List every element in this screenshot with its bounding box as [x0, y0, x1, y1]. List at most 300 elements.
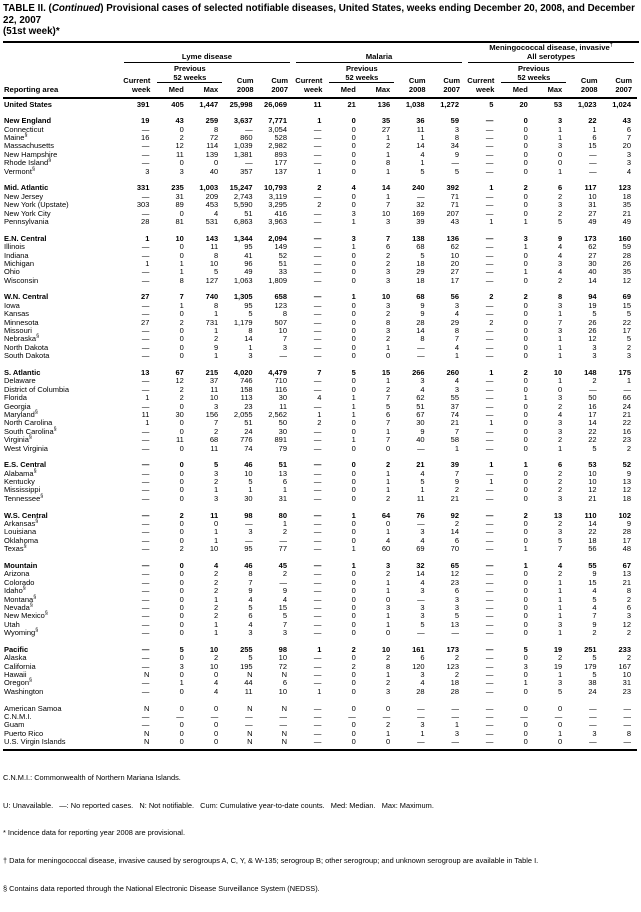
data-cell: 0 — [523, 594, 528, 604]
data-cell: 102 — [618, 510, 631, 520]
data-cell: 1,003 — [199, 183, 219, 193]
data-cell: 2 — [454, 485, 459, 495]
data-cell: 7 — [214, 418, 219, 428]
data-cell: — — [417, 519, 425, 529]
data-cell: 5 — [626, 309, 631, 319]
row-area-label: Guam — [4, 720, 25, 730]
data-cell: — — [485, 384, 494, 394]
data-cell: — — [141, 242, 150, 252]
data-cell: 1 — [420, 485, 425, 495]
data-cell: — — [313, 334, 322, 344]
table-body — [3, 101, 637, 747]
data-cell: 1 — [558, 309, 563, 319]
data-cell: 2 — [386, 678, 391, 688]
data-cell: 25,998 — [229, 99, 253, 109]
data-cell: 5 — [592, 653, 597, 663]
med-header: Med — [168, 85, 184, 94]
data-cell: 2 — [558, 468, 563, 478]
data-cell: 0 — [386, 737, 391, 747]
data-cell: 0 — [179, 586, 184, 596]
row-area-label: Tennessee§ — [4, 493, 44, 503]
data-cell: 3 — [386, 560, 391, 570]
data-cell: 5 — [592, 309, 597, 319]
data-cell: 0 — [351, 426, 356, 436]
data-cell: 195 — [240, 661, 253, 671]
data-cell: 9 — [626, 519, 631, 529]
data-cell: 3 — [454, 602, 459, 612]
data-cell: 136 — [446, 233, 459, 243]
data-cell: 0 — [179, 401, 184, 411]
data-cell: 0 — [351, 351, 356, 361]
previous-52-weeks-header — [501, 63, 566, 83]
data-cell: 21 — [622, 208, 631, 218]
data-cell: 2 — [523, 368, 528, 377]
data-cell: 2 — [386, 460, 391, 470]
data-cell: — — [382, 712, 391, 722]
data-cell: 3 — [386, 686, 391, 696]
data-cell: 2 — [214, 602, 219, 612]
data-cell: 2 — [179, 384, 184, 394]
data-cell: 43 — [175, 116, 184, 126]
data-cell: 10 — [278, 686, 287, 696]
data-cell: 21 — [588, 493, 597, 503]
data-cell: 3,637 — [233, 116, 253, 126]
data-cell: 0 — [523, 309, 528, 319]
data-cell: — — [141, 594, 150, 604]
data-cell: 27 — [381, 124, 391, 134]
data-cell: 45 — [278, 560, 287, 570]
data-cell: — — [451, 158, 459, 168]
data-cell: 62 — [416, 393, 425, 403]
data-cell: — — [245, 712, 253, 722]
footnote-line: * Incidence data for reporting year 2008 are provisional. — [3, 828, 186, 838]
data-cell: 10 — [209, 644, 219, 654]
data-cell: 0 — [523, 342, 528, 352]
data-cell: 12 — [588, 485, 597, 495]
data-cell: 0 — [523, 670, 528, 680]
data-cell: 1 — [592, 124, 597, 134]
data-cell: 0 — [351, 309, 356, 319]
data-cell: 3 — [558, 493, 563, 503]
data-cell: 3 — [626, 158, 631, 168]
data-cell: 1 — [145, 233, 150, 243]
data-cell: 16 — [622, 426, 631, 436]
data-cell: 1 — [558, 670, 563, 680]
data-cell: 14 — [416, 569, 425, 579]
data-cell: 13 — [553, 510, 563, 520]
data-cell: 16 — [588, 401, 597, 411]
data-cell: 0 — [523, 686, 528, 696]
data-cell: 2,562 — [268, 409, 287, 419]
data-cell: 235 — [171, 183, 184, 193]
data-cell: 11 — [416, 493, 425, 503]
data-cell: 2 — [214, 611, 219, 621]
data-cell: 81 — [175, 216, 184, 226]
header-line: week — [304, 84, 323, 94]
data-cell: — — [485, 544, 494, 554]
data-cell: 18 — [416, 275, 425, 285]
data-cell: 4 — [454, 342, 459, 352]
data-cell: 5 — [592, 670, 597, 680]
data-cell: — — [485, 191, 494, 201]
data-cell: 3 — [386, 602, 391, 612]
header-line: Cum — [580, 76, 598, 86]
row-area-label: Hawaii — [4, 670, 27, 680]
data-cell: 30 — [588, 258, 597, 268]
data-cell: — — [313, 149, 322, 159]
data-cell: 0 — [351, 158, 356, 168]
med-header: Med — [512, 85, 528, 94]
data-cell: 59 — [622, 242, 631, 252]
data-cell: 0 — [179, 569, 184, 579]
data-cell: — — [485, 670, 494, 680]
data-cell: 2 — [489, 292, 494, 302]
data-cell: 5 — [592, 443, 597, 453]
data-cell: — — [141, 560, 150, 570]
data-cell: — — [313, 737, 322, 747]
data-cell: 0 — [179, 611, 184, 621]
data-cell: 0 — [351, 267, 356, 277]
header-line: week — [132, 84, 151, 94]
data-cell: 2 — [214, 426, 219, 436]
data-cell: — — [417, 443, 425, 453]
data-cell: 2 — [558, 519, 563, 529]
data-cell: — — [485, 602, 494, 612]
data-cell: 1 — [454, 443, 459, 453]
footnote-marker: § — [28, 434, 32, 441]
data-cell: 17 — [622, 535, 631, 545]
data-cell: 215 — [205, 368, 219, 377]
data-cell: 3 — [558, 200, 563, 210]
data-cell: — — [485, 124, 494, 134]
data-cell: 8 — [248, 326, 253, 336]
previous-52-weeks-header — [157, 63, 222, 83]
row-area-label: Massachusetts — [4, 141, 55, 151]
data-cell: 2 — [282, 527, 287, 537]
data-cell: 143 — [205, 233, 219, 243]
data-cell: 14 — [416, 326, 425, 336]
data-cell: — — [451, 628, 459, 638]
data-cell: 26,069 — [264, 99, 287, 109]
data-cell: 7 — [317, 368, 322, 377]
data-cell: 40 — [588, 267, 597, 277]
data-cell: 0 — [351, 493, 356, 503]
data-cell: 3 — [454, 384, 459, 394]
data-cell: — — [485, 535, 494, 545]
data-cell: 4 — [558, 267, 563, 277]
data-cell: — — [485, 300, 494, 310]
data-cell: — — [313, 300, 322, 310]
data-cell: — — [313, 141, 322, 151]
data-cell: 11 — [416, 124, 425, 134]
data-cell: 32 — [416, 200, 425, 210]
data-cell: — — [485, 686, 494, 696]
data-cell: 50 — [278, 418, 287, 428]
data-cell: 21 — [416, 460, 425, 470]
data-cell: — — [313, 309, 322, 319]
row-area-label: Pacific — [4, 644, 29, 654]
data-cell: 18 — [622, 191, 631, 201]
block-gap — [3, 638, 637, 641]
max-header: Max — [203, 85, 219, 94]
data-cell: 2 — [179, 317, 184, 327]
data-cell: 5 — [558, 535, 563, 545]
data-cell: — — [485, 233, 494, 243]
data-cell: — — [313, 510, 322, 520]
data-cell: 7 — [558, 317, 563, 327]
row-area-label: E.S. Central — [4, 460, 47, 470]
group-title: Lyme disease — [181, 51, 233, 61]
data-cell: 1 — [214, 628, 219, 638]
row-area-label: Virginia§ — [4, 434, 32, 445]
data-cell: 0 — [179, 703, 184, 713]
data-cell: — — [417, 594, 425, 604]
data-cell: 1 — [282, 485, 287, 495]
data-cell: 7,771 — [268, 116, 287, 126]
data-cell: 49 — [622, 216, 631, 226]
data-cell: 0 — [523, 443, 528, 453]
data-cell: 7 — [386, 435, 391, 445]
row-area-label: Nebraska§ — [4, 333, 40, 344]
data-cell: — — [141, 250, 150, 260]
footnote-line: § Contains data reported through the National Electronic Disease Surveillance System (NEDSS). — [3, 884, 320, 894]
data-cell: 240 — [412, 183, 425, 193]
data-cell: 0 — [351, 527, 356, 537]
data-cell: 1 — [386, 191, 391, 201]
data-cell: — — [451, 737, 459, 747]
data-cell: 74 — [450, 409, 459, 419]
data-cell: — — [313, 208, 322, 218]
data-cell: 0 — [351, 628, 356, 638]
data-cell: 3 — [523, 661, 528, 671]
data-cell: 19 — [553, 644, 563, 654]
data-cell: 30 — [175, 409, 184, 419]
data-cell: 28 — [622, 527, 631, 537]
data-cell: — — [485, 577, 494, 587]
data-cell: 10 — [209, 661, 219, 671]
data-cell: — — [313, 720, 322, 730]
data-cell: 58 — [450, 435, 459, 445]
data-cell: 2 — [179, 510, 184, 520]
cum-2007-header — [259, 63, 293, 96]
data-cell: 17 — [588, 409, 597, 419]
data-cell: 2 — [626, 443, 631, 453]
data-cell: 9 — [282, 586, 287, 596]
data-cell: 0 — [351, 611, 356, 621]
data-cell: 1 — [523, 544, 528, 554]
data-cell: — — [485, 334, 494, 344]
data-cell: 9 — [420, 309, 425, 319]
row-area-label: South Dakota — [4, 351, 50, 361]
data-cell: 1 — [558, 133, 563, 143]
data-cell: — — [589, 720, 597, 730]
data-cell: 1 — [248, 485, 253, 495]
data-cell: — — [623, 703, 631, 713]
data-cell: — — [485, 116, 494, 126]
data-cell: 31 — [588, 200, 597, 210]
data-cell: 416 — [274, 208, 287, 218]
data-cell: 3 — [558, 258, 563, 268]
data-cell: 51 — [416, 401, 425, 411]
data-cell: 21 — [347, 99, 356, 109]
data-cell: — — [589, 703, 597, 713]
data-cell: — — [141, 191, 150, 201]
data-cell: 1,344 — [233, 233, 253, 243]
data-cell: 7 — [248, 577, 253, 587]
data-cell: 1 — [386, 670, 391, 680]
footnote-marker: § — [36, 333, 40, 340]
data-cell: 1 — [351, 544, 356, 554]
data-cell: 0 — [523, 468, 528, 478]
data-cell: 2 — [317, 200, 322, 210]
data-cell: 5 — [420, 477, 425, 487]
data-cell: 0 — [351, 703, 356, 713]
data-cell: 2 — [351, 644, 356, 654]
data-cell: — — [485, 309, 494, 319]
data-cell: 2 — [214, 477, 219, 487]
data-cell: 5 — [282, 611, 287, 621]
header-line: Current — [123, 76, 151, 86]
row-area-label: Idaho§ — [4, 585, 26, 596]
data-cell: — — [485, 158, 494, 168]
row-area-label: New England — [4, 116, 52, 126]
data-cell: 10 — [278, 653, 287, 663]
data-cell: 0 — [179, 720, 184, 730]
data-cell: 0 — [558, 720, 563, 730]
data-cell: 5 — [420, 166, 425, 176]
data-cell: 357 — [240, 166, 253, 176]
data-cell: 26 — [588, 317, 597, 327]
data-cell: 38 — [588, 678, 597, 688]
data-cell: 5 — [489, 99, 494, 109]
data-cell: 95 — [244, 544, 253, 554]
data-cell: 20 — [622, 141, 631, 151]
data-cell: 5 — [523, 644, 528, 654]
footnote-marker: § — [48, 157, 52, 164]
data-cell: 2,982 — [268, 141, 287, 151]
data-cell: 1 — [558, 334, 563, 344]
data-cell: 0 — [523, 435, 528, 445]
data-cell: — — [141, 653, 150, 663]
data-cell: 95 — [244, 242, 253, 252]
data-cell: 1 — [558, 602, 563, 612]
data-cell: 0 — [558, 737, 563, 747]
data-cell: 53 — [588, 460, 597, 470]
data-cell: 0 — [179, 326, 184, 336]
block-gap — [3, 503, 637, 506]
data-cell: 11 — [176, 149, 184, 159]
data-cell: 4 — [420, 149, 425, 159]
data-cell: 233 — [618, 644, 631, 654]
data-cell: — — [313, 326, 322, 336]
data-cell: — — [313, 703, 322, 713]
data-cell: — — [313, 233, 322, 243]
data-cell: 1 — [351, 560, 356, 570]
data-cell: — — [313, 351, 322, 361]
data-cell: 33 — [278, 267, 287, 277]
data-cell: 3 — [351, 233, 356, 243]
data-cell: 2 — [558, 191, 563, 201]
data-cell: — — [485, 141, 494, 151]
data-cell: 1 — [523, 242, 528, 252]
data-cell: 0 — [351, 619, 356, 629]
data-cell: 11 — [176, 435, 184, 445]
group-header-lyme-disease — [124, 44, 290, 63]
data-cell: 0 — [179, 619, 184, 629]
data-cell: — — [313, 594, 322, 604]
data-cell: 3,963 — [268, 216, 287, 226]
data-cell: 34 — [450, 141, 459, 151]
data-cell: — — [245, 535, 253, 545]
data-cell: — — [485, 326, 494, 336]
data-cell: 0 — [351, 317, 356, 327]
data-cell: 139 — [205, 149, 219, 159]
data-cell: 4 — [214, 678, 219, 688]
footnote-marker: § — [44, 610, 48, 617]
data-cell: — — [313, 678, 322, 688]
data-cell: 11 — [210, 242, 219, 252]
row-area-label: Arkansas§ — [4, 518, 39, 529]
data-cell: — — [485, 393, 494, 403]
data-cell: — — [623, 737, 631, 747]
data-cell: 0 — [523, 275, 528, 285]
data-cell: 23 — [622, 435, 631, 445]
data-cell: 67 — [175, 368, 184, 377]
row-area-label: Maine§ — [4, 132, 28, 143]
data-cell: — — [485, 376, 494, 386]
data-cell: 0 — [351, 670, 356, 680]
previous-52-weeks-header — [329, 63, 394, 83]
header-line: Previous — [173, 64, 206, 74]
data-cell: 1 — [351, 409, 356, 419]
row-area-label: West Virginia — [4, 443, 48, 453]
title-week-line: (51st week)* — [3, 26, 60, 37]
data-cell: 2 — [386, 141, 391, 151]
data-cell: 67 — [416, 409, 425, 419]
data-cell: 0 — [179, 527, 184, 537]
title-text: TABLE II. ( — [3, 3, 52, 14]
data-cell: 1 — [179, 678, 184, 688]
data-cell: 10 — [244, 468, 253, 478]
data-cell: 2 — [386, 384, 391, 394]
data-cell: — — [485, 678, 494, 688]
data-cell: 391 — [136, 99, 150, 109]
data-cell: — — [313, 267, 322, 277]
row-area-label: Alabama§ — [4, 468, 37, 478]
header-line: Previous — [345, 64, 378, 74]
data-cell: 0 — [179, 577, 184, 587]
data-cell: — — [141, 351, 150, 361]
data-cell: — — [141, 334, 150, 344]
data-cell: 10 — [209, 544, 219, 554]
title-continued: Continued — [51, 3, 101, 14]
data-cell: 11 — [244, 686, 253, 696]
row-area-label: Kansas — [4, 309, 30, 319]
data-cell: 79 — [278, 443, 287, 453]
data-cell: 0 — [523, 384, 528, 394]
data-cell: 1 — [179, 267, 184, 277]
data-cell: 10 — [209, 393, 219, 403]
data-cell: 0 — [179, 728, 184, 738]
data-cell: 4 — [282, 594, 287, 604]
row-area-label: Washington — [4, 686, 44, 696]
data-cell: — — [485, 275, 494, 285]
data-cell: — — [141, 628, 150, 638]
data-cell: 3 — [558, 116, 563, 126]
row-area-label: California — [4, 661, 36, 671]
data-cell: 173 — [446, 644, 459, 654]
data-cell: 0 — [351, 141, 356, 151]
